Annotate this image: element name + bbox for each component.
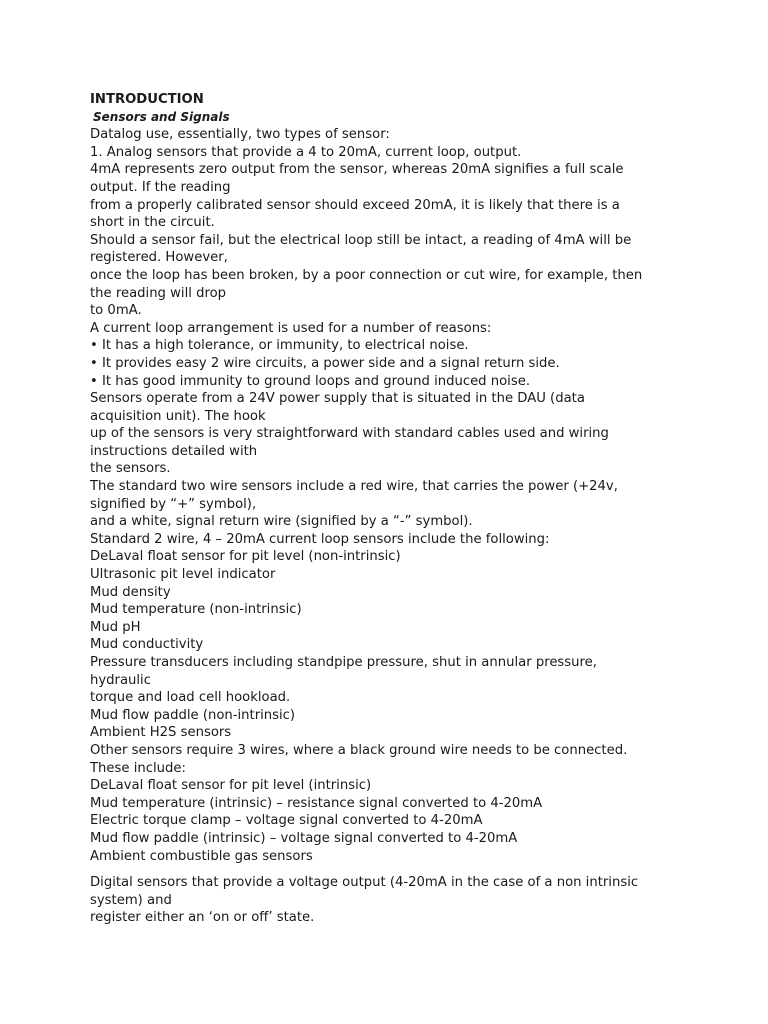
- document-subheading: Sensors and Signals: [93, 109, 230, 124]
- text-line: Sensors operate from a 24V power supply that is situated in the DAU (data: [90, 391, 585, 407]
- text-line: the reading will drop: [90, 285, 227, 301]
- document-body: [90, 91, 690, 927]
- text-line: torque and load cell hookload.: [90, 690, 291, 706]
- closing-paragraph: [90, 874, 690, 927]
- text-line: A current loop arrangement is used for a number of reasons:: [90, 320, 492, 336]
- text-line: 1. Analog sensors that provide a 4 to 20mA, current loop, output.: [90, 144, 522, 160]
- text-line: from a properly calibrated sensor should exceed 20mA, it is likely that there is a: [90, 197, 620, 213]
- text-line: 4mA represents zero output from the sensor, whereas 20mA signifies a full scale: [90, 162, 624, 178]
- text-line: Mud pH: [90, 619, 141, 635]
- text-line: DeLaval float sensor for pit level (non-intrinsic): [90, 549, 401, 565]
- document-heading: INTRODUCTION: [90, 92, 204, 107]
- text-line: up of the sensors is very straightforward with standard cables used and wiring: [90, 426, 609, 442]
- text-line: • It provides easy 2 wire circuits, a power side and a signal return side.: [90, 355, 560, 371]
- text-line: Mud flow paddle (non-intrinsic): [90, 707, 296, 723]
- text-line: Ambient H2S sensors: [90, 725, 232, 741]
- text-line: • It has a high tolerance, or immunity, to electrical noise.: [90, 338, 469, 354]
- text-line: register either an ‘on or off’ state.: [90, 910, 315, 926]
- text-line: These include:: [90, 760, 186, 776]
- text-line: Other sensors require 3 wires, where a black ground wire needs to be connected.: [90, 742, 628, 758]
- text-line: Datalog use, essentially, two types of sensor:: [90, 127, 390, 143]
- text-line: and a white, signal return wire (signified by a “-” symbol).: [90, 514, 473, 530]
- text-line: signified by “+” symbol),: [90, 496, 257, 512]
- paragraph-gap: [90, 865, 690, 874]
- text-line: Mud flow paddle (intrinsic) – voltage signal converted to 4-20mA: [90, 830, 518, 846]
- text-line: Mud density: [90, 584, 171, 600]
- text-line: Digital sensors that provide a voltage output (4-20mA in the case of a non intrinsic: [90, 875, 639, 891]
- text-line: Ambient combustible gas sensors: [90, 848, 313, 864]
- text-line: system) and: [90, 892, 172, 908]
- text-line: instructions detailed with: [90, 443, 258, 459]
- text-line: to 0mA.: [90, 303, 142, 319]
- text-line: acquisition unit). The hook: [90, 408, 266, 424]
- text-line: Electric torque clamp – voltage signal converted to 4-20mA: [90, 813, 483, 829]
- text-line: the sensors.: [90, 461, 171, 477]
- text-line: registered. However,: [90, 250, 228, 266]
- text-line: Should a sensor fail, but the electrical loop still be intact, a reading of 4mA will be: [90, 232, 632, 248]
- text-line: Mud temperature (intrinsic) – resistance signal converted to 4-20mA: [90, 795, 543, 811]
- text-line: short in the circuit.: [90, 215, 215, 231]
- text-line: The standard two wire sensors include a red wire, that carries the power (+24v,: [90, 479, 618, 495]
- text-line: Standard 2 wire, 4 – 20mA current loop sensors include the following:: [90, 531, 550, 547]
- text-line: • It has good immunity to ground loops and ground induced noise.: [90, 373, 531, 389]
- text-line: once the loop has been broken, by a poor connection or cut wire, for example, then: [90, 267, 643, 283]
- text-line: hydraulic: [90, 672, 151, 688]
- body-text: [90, 126, 690, 865]
- text-line: output. If the reading: [90, 179, 231, 195]
- text-line: Ultrasonic pit level indicator: [90, 567, 276, 583]
- text-line: Mud conductivity: [90, 637, 204, 653]
- text-line: DeLaval float sensor for pit level (intrinsic): [90, 778, 372, 794]
- text-line: Pressure transducers including standpipe pressure, shut in annular pressure,: [90, 655, 597, 670]
- text-line: Mud temperature (non-intrinsic): [90, 602, 302, 618]
